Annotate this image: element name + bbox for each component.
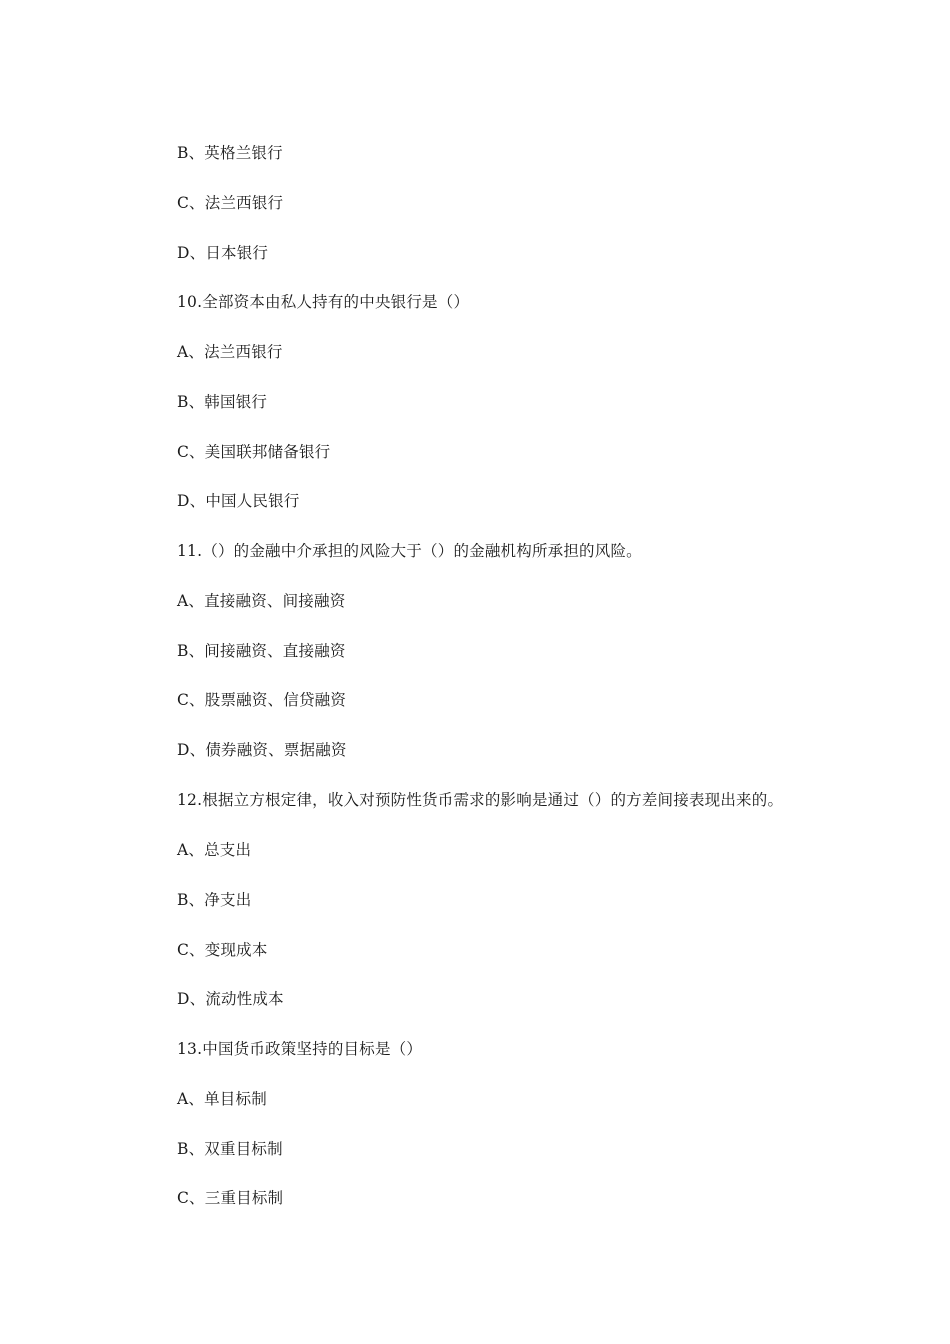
option-line: A、单目标制: [177, 1090, 267, 1108]
option-line: D、日本银行: [177, 244, 269, 262]
option-line: C、变现成本: [177, 941, 268, 959]
option-line: C、美国联邦储备银行: [177, 443, 331, 461]
option-line: B、净支出: [177, 891, 252, 909]
option-line: B、双重目标制: [177, 1140, 283, 1158]
option-line: D、债券融资、票据融资: [177, 741, 347, 759]
option-line: B、韩国银行: [177, 393, 268, 411]
option-line: C、三重目标制: [177, 1189, 284, 1207]
question-line: 13.中国货币政策坚持的目标是（）: [177, 1040, 423, 1058]
option-line: A、法兰西银行: [177, 343, 283, 361]
question-line: 11.（）的金融中介承担的风险大于（）的金融机构所承担的风险。: [177, 542, 642, 560]
option-line: C、股票融资、信贷融资: [177, 691, 347, 709]
option-line: B、英格兰银行: [177, 144, 283, 162]
option-line: C、法兰西银行: [177, 194, 284, 212]
question-line: 12.根据立方根定律，收入对预防性货币需求的影响是通过（）的方差间接表现出来的。: [177, 791, 784, 809]
option-line: D、中国人民银行: [177, 492, 300, 510]
question-line: 10.全部资本由私人持有的中央银行是（）: [177, 293, 470, 311]
option-line: D、流动性成本: [177, 990, 284, 1008]
option-line: B、间接融资、直接融资: [177, 642, 346, 660]
option-line: A、总支出: [177, 841, 252, 859]
option-line: A、直接融资、间接融资: [177, 592, 346, 610]
